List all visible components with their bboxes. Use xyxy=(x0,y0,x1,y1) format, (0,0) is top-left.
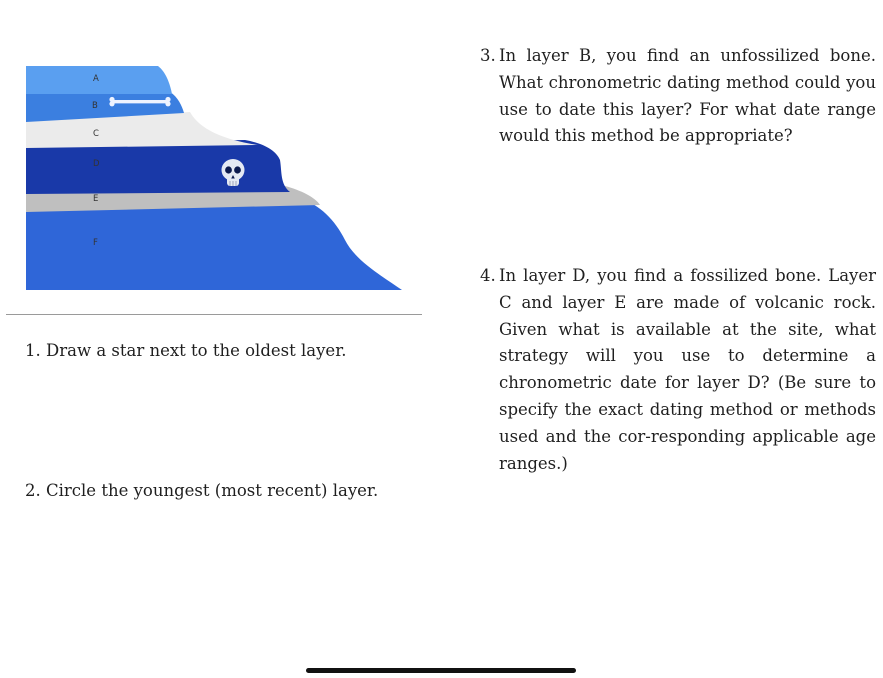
question-2-number: 2. xyxy=(25,481,41,500)
layer-a xyxy=(26,66,172,94)
question-1-number: 1. xyxy=(25,341,41,360)
question-2-text: Circle the youngest (most recent) layer. xyxy=(46,481,379,500)
question-3 xyxy=(480,43,876,150)
question-2 xyxy=(25,478,378,505)
stratigraphy-diagram xyxy=(0,0,430,300)
layer-label-c: C xyxy=(93,129,99,139)
divider xyxy=(6,314,422,315)
layer-label-a: A xyxy=(93,74,99,84)
layer-label-f: F xyxy=(93,238,98,248)
question-4-text: In layer D, you find a fossilized bone. Layer C and layer E are made of volcanic rock. Given what is available at the site, what strategy will you use to determine a chronometric date for layer D? (Be sure to specify the exact dating method or methods used and the cor-responding applicable age ranges.) xyxy=(499,266,876,473)
question-3-text: In layer B, you find an unfossilized bone. What chronometric dating method could you use to date this layer? For what date range would this method be appropriate? xyxy=(499,46,876,146)
question-4 xyxy=(480,263,876,477)
question-3-number: 3. xyxy=(480,46,496,65)
layer-label-b: B xyxy=(92,101,98,111)
home-indicator[interactable] xyxy=(306,668,576,673)
question-4-number: 4. xyxy=(480,266,496,285)
question-1-text: Draw a star next to the oldest layer. xyxy=(46,341,347,360)
layer-d xyxy=(26,140,290,194)
question-1 xyxy=(25,338,347,365)
layer-f xyxy=(26,198,402,290)
layer-label-e: E xyxy=(93,194,99,204)
layer-label-d: D xyxy=(93,159,100,169)
